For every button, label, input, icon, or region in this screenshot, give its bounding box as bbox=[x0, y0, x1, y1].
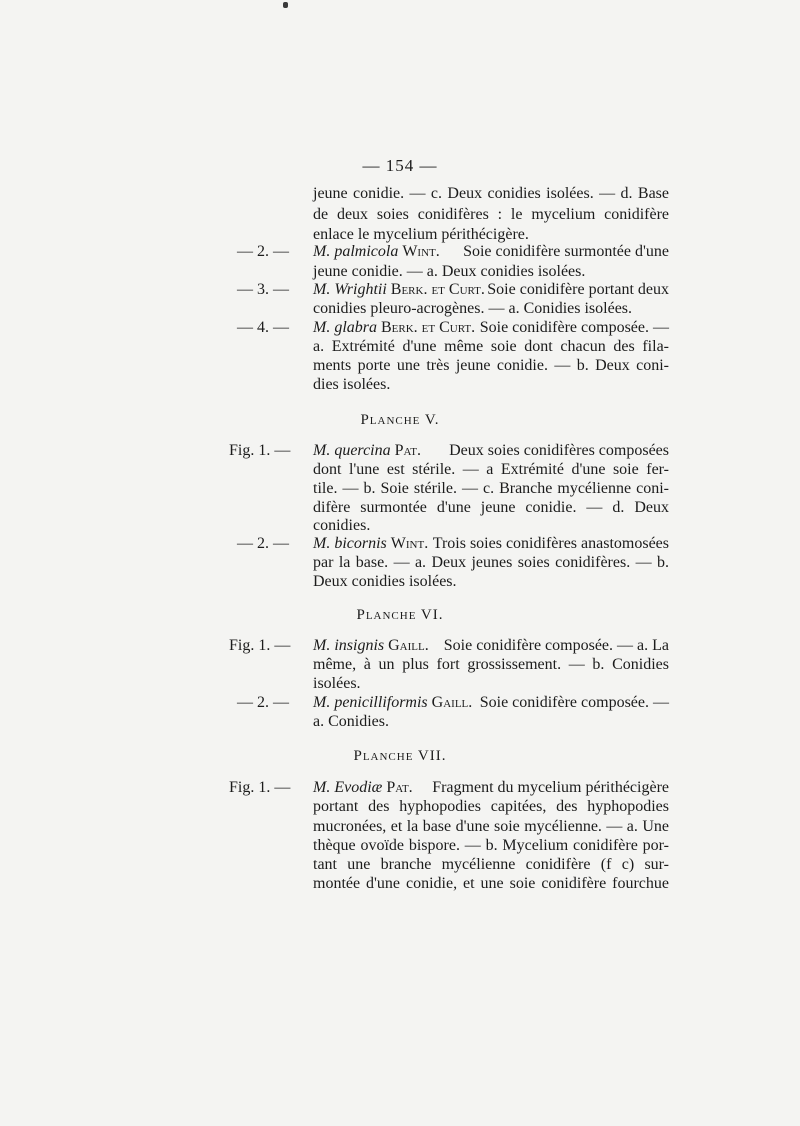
entry-label: — 2. — bbox=[237, 243, 289, 260]
section-title: Planche VI. bbox=[356, 607, 444, 623]
ink-speck bbox=[283, 2, 288, 8]
entry-text: Trois soies conidifères anastomosées bbox=[432, 535, 669, 552]
fig-label: — 2. — bbox=[237, 535, 289, 552]
section-title: Planche VII. bbox=[353, 748, 447, 764]
text-line: conidies. bbox=[313, 517, 371, 534]
text-line: ments porte une très jeune conidie. — b. Deux coni- bbox=[313, 357, 669, 374]
text-line: jeune conidie. — a. Deux conidies isolées. bbox=[313, 263, 586, 280]
entry-line bbox=[313, 242, 669, 262]
entry-text: Soie conidifère composée. — bbox=[479, 319, 669, 336]
entry-line bbox=[313, 534, 669, 554]
entry-line bbox=[313, 280, 669, 300]
species-name: M. palmicola bbox=[313, 243, 399, 260]
species-name: M. penicilliformis bbox=[313, 694, 428, 711]
entry-text: Soie conidifère portant deux bbox=[487, 281, 669, 298]
author: Wint. bbox=[402, 243, 440, 260]
text-line: même, à un plus fort grossissement. — b. Conidies bbox=[313, 656, 669, 673]
text-line: difère surmontée d'une jeune conidie. — d. Deux bbox=[313, 499, 669, 516]
fig-label: Fig. 1. — bbox=[229, 637, 291, 654]
species-name: M. quercina bbox=[313, 442, 391, 459]
text-line: portant des hyphopodies capitées, des hyphopodies bbox=[313, 798, 669, 815]
author: Berk. et Curt. bbox=[381, 319, 476, 336]
text-line: mucronées, et la base d'une soie mycélienne. — a. Une bbox=[313, 818, 669, 835]
entry-label: — 4. — bbox=[237, 319, 289, 336]
entry-line bbox=[313, 693, 669, 713]
text-line: a. Conidies. bbox=[313, 713, 389, 730]
author: Wint. bbox=[390, 535, 429, 552]
author: Gaill. bbox=[388, 637, 429, 654]
author: Berk. et Curt. bbox=[390, 281, 485, 298]
species-name: M. Wrightii bbox=[313, 281, 387, 298]
text-line: isolées. bbox=[313, 675, 361, 692]
species-name: M. glabra bbox=[313, 319, 377, 336]
text-line: Deux conidies isolées. bbox=[313, 573, 457, 590]
entry-text: Soie conidifère surmontée d'une bbox=[463, 243, 669, 260]
text-line: thèque ovoïde bispore. — b. Mycelium conidifère por- bbox=[313, 837, 669, 854]
entry-text: Soie conidifère composée. — bbox=[479, 694, 669, 711]
entry-line bbox=[313, 636, 669, 656]
text-line: par la base. — a. Deux jeunes soies conidifères. — b. bbox=[313, 554, 669, 571]
text-line: montée d'une conidie, et une soie conidifère fourchue bbox=[313, 875, 669, 892]
text-line: jeune conidie. — c. Deux conidies isolées. — d. Base bbox=[313, 185, 669, 202]
text-line: a. Extrémité d'une même soie dont chacun des fila- bbox=[313, 338, 669, 355]
text-line: dies isolées. bbox=[313, 376, 391, 393]
page-number: — 154 — bbox=[362, 156, 438, 175]
entry-line bbox=[313, 778, 669, 798]
fig-label: — 2. — bbox=[237, 694, 289, 711]
entry-text: Deux soies conidifères composées bbox=[449, 442, 669, 459]
entry-text: Fragment du mycelium périthécigère bbox=[432, 779, 669, 796]
species-name: M. insignis bbox=[313, 637, 385, 654]
text-line: conidies pleuro-acrogènes. — a. Conidies isolées. bbox=[313, 300, 633, 317]
author: Gaill. bbox=[431, 694, 473, 711]
section-title: Planche V. bbox=[360, 412, 440, 428]
text-line: enlace le mycelium périthécigère. bbox=[313, 226, 529, 243]
entry-text: Soie conidifère composée. — a. La bbox=[443, 637, 669, 654]
species-name: M. bicornis bbox=[313, 535, 387, 552]
author: Pat. bbox=[386, 779, 413, 796]
text-line: de deux soies conidifères : le mycelium conidifère bbox=[313, 206, 669, 223]
fig-label: Fig. 1. — bbox=[229, 779, 291, 796]
author: Pat. bbox=[394, 442, 421, 459]
text-line: dont l'une est stérile. — a Extrémité d'une soie fer- bbox=[313, 461, 669, 478]
species-name: M. Evodiæ bbox=[313, 779, 383, 796]
text-line: tant une branche mycélienne conidifère (f c) sur- bbox=[313, 856, 669, 873]
entry-label: — 3. — bbox=[237, 281, 289, 298]
fig-label: Fig. 1. — bbox=[229, 442, 291, 459]
entry-line bbox=[313, 441, 669, 461]
text-line: tile. — b. Soie stérile. — c. Branche mycélienne coni- bbox=[313, 480, 669, 497]
entry-line bbox=[313, 318, 669, 338]
